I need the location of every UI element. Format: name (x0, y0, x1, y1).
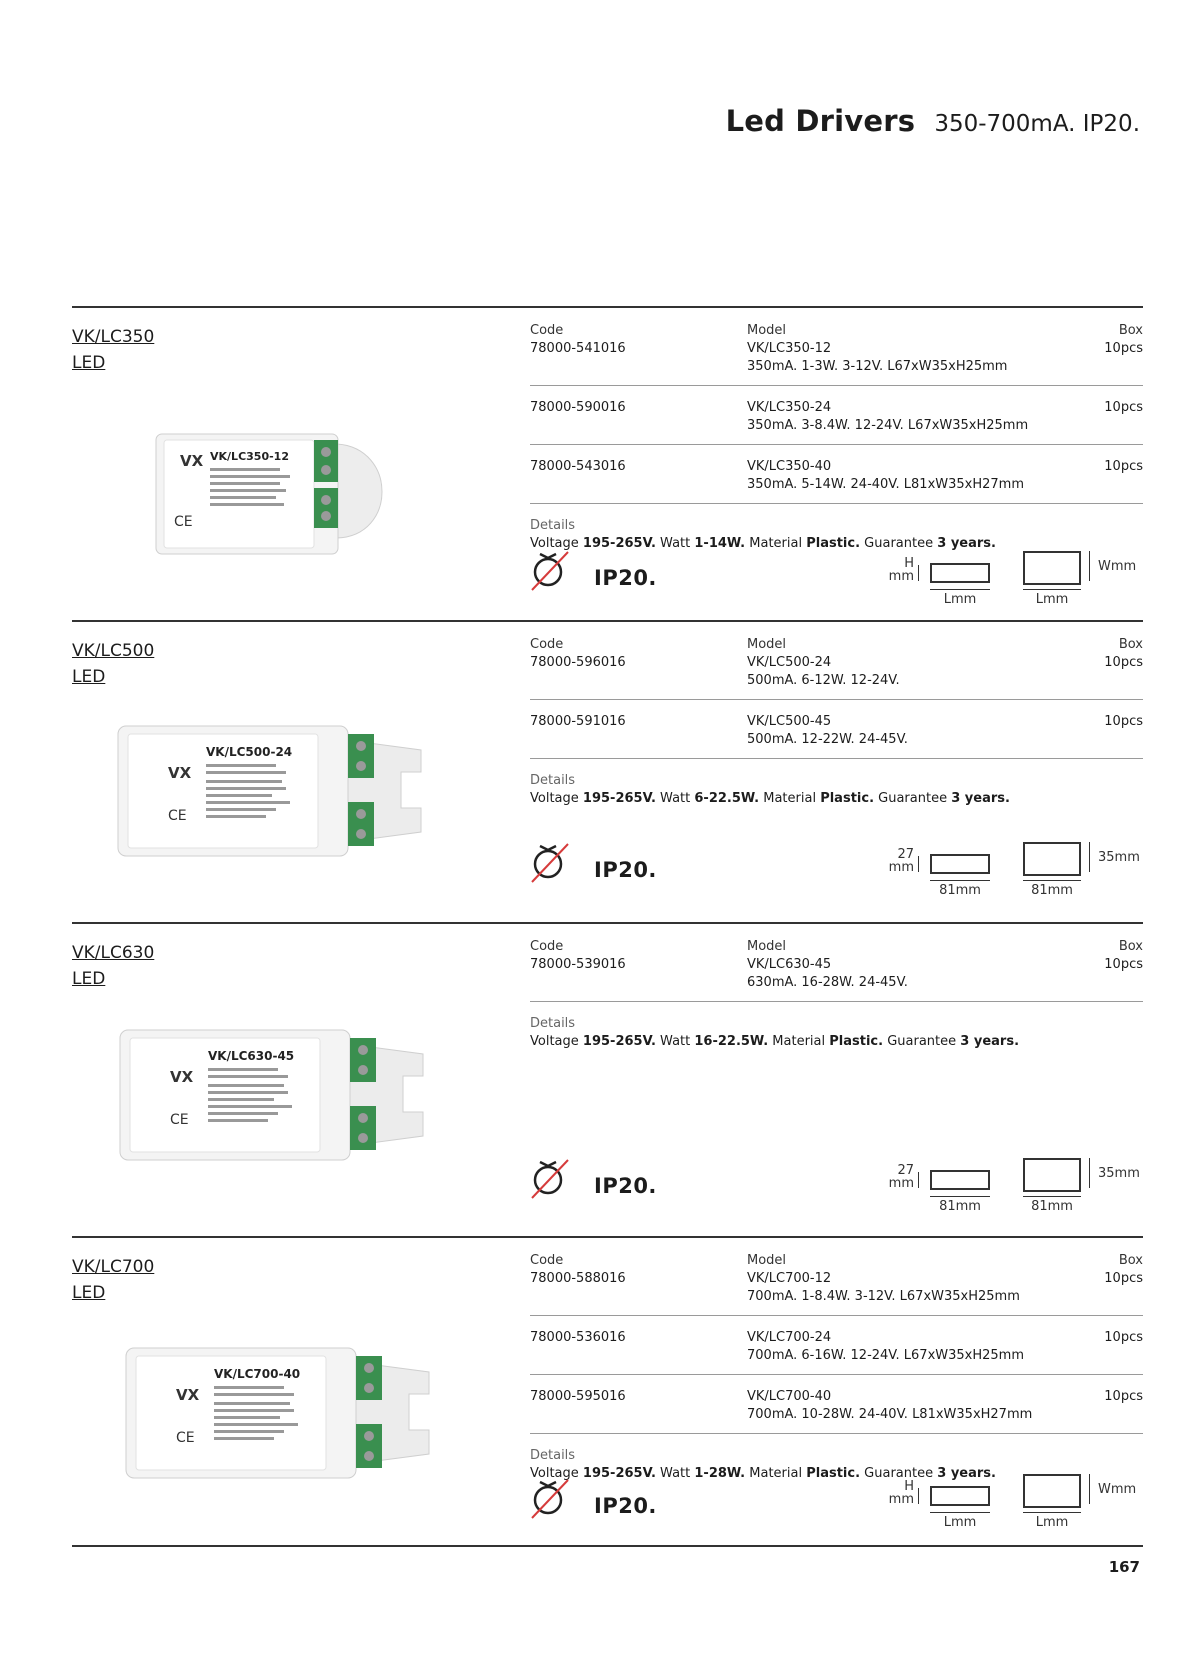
code-value: 78000-536016 (530, 1330, 626, 1345)
box-value: 10pcs (1104, 1330, 1143, 1345)
section-name (72, 324, 154, 376)
model-value: VK/LC630-45 (747, 957, 832, 972)
box-label: Box (1118, 939, 1143, 954)
dimension-diagram (880, 1474, 1150, 1534)
section-name (72, 940, 154, 992)
details-block: Details Voltage 195-265V. Watt 1-14W. Material Plastic. Guarantee 3 years. (530, 517, 1143, 553)
model-label: Model (747, 637, 787, 652)
spec-value: 700mA. 10-28W. 24-40V. L81xW35xH27mm (747, 1407, 1033, 1422)
code-label: Code (530, 1253, 564, 1268)
product-image (118, 1024, 438, 1164)
clock-strike-icon (530, 548, 570, 592)
box-value: 10pcs (1104, 714, 1143, 729)
table-row (530, 1388, 1143, 1434)
svg-text:CE: CE (174, 514, 193, 530)
code-value: 78000-595016 (530, 1389, 626, 1404)
width-label: Wmm (1098, 559, 1137, 574)
model-value: VK/LC500-24 (747, 655, 832, 670)
clock-strike-icon (530, 1476, 570, 1520)
length-label: 81mm (939, 883, 981, 898)
model-value: VK/LC350-12 (747, 341, 832, 356)
model-label: Model (747, 939, 787, 954)
length-label: 81mm (1031, 883, 1073, 898)
product-image (152, 426, 392, 566)
product-section-lc500 (72, 620, 1143, 922)
model-value: VK/LC350-24 (747, 400, 832, 415)
details-label: Details (530, 1448, 576, 1463)
height-label: H mm (888, 1479, 914, 1507)
details-block: Details Voltage 195-265V. Watt 1-28W. Material Plastic. Guarantee 3 years. (530, 1447, 1143, 1483)
width-label: Wmm (1098, 1482, 1137, 1497)
code-value: 78000-541016 (530, 341, 626, 356)
product-section-lc700 (72, 1236, 1143, 1544)
box-value: 10pcs (1104, 957, 1143, 972)
dimension-diagram (880, 551, 1150, 611)
spec-value: 700mA. 6-16W. 12-24V. L67xW35xH25mm (747, 1348, 1025, 1363)
spec-value: 630mA. 16-28W. 24-45V. (747, 975, 908, 990)
length-label: Lmm (1035, 592, 1069, 607)
type-link[interactable]: LED (72, 353, 106, 373)
box-value: 10pcs (1104, 400, 1143, 415)
model-value: VK/LC350-40 (747, 459, 832, 474)
details-block: Details Voltage 195-265V. Watt 6-22.5W. Material Plastic. Guarantee 3 years. (530, 772, 1143, 808)
svg-text:VX: VX (168, 764, 192, 782)
code-value: 78000-596016 (530, 655, 626, 670)
box-value: 10pcs (1104, 459, 1143, 474)
bottom-rule (72, 1545, 1143, 1547)
code-label: Code (530, 939, 564, 954)
spec-table (530, 1252, 1143, 1483)
svg-text:VX: VX (170, 1068, 194, 1086)
model-label: Model (747, 323, 787, 338)
svg-text:CE: CE (176, 1430, 195, 1446)
width-label: 35mm (1098, 850, 1140, 865)
section-name (72, 1254, 154, 1306)
length-label: 81mm (1031, 1199, 1073, 1214)
details-block: Details Voltage 195-265V. Watt 16-22.5W. Material Plastic. Guarantee 3 years. (530, 1015, 1143, 1051)
page-subtitle: 350-700mA. IP20. (934, 111, 1140, 137)
table-row (530, 322, 1143, 386)
section-name (72, 638, 154, 690)
type-link[interactable]: LED (72, 969, 106, 989)
page-number: 167 (1108, 1558, 1140, 1576)
details-label: Details (530, 773, 576, 788)
length-label: Lmm (1035, 1515, 1069, 1530)
model-value: VK/LC700-40 (747, 1389, 832, 1404)
model-value: VK/LC700-24 (747, 1330, 832, 1345)
device-label: VK/LC500-24 (206, 745, 293, 759)
model-value: VK/LC700-12 (747, 1271, 832, 1286)
ip-text: IP20. (594, 1494, 657, 1518)
product-image (116, 720, 436, 860)
code-value: 78000-590016 (530, 400, 626, 415)
svg-text:CE: CE (170, 1112, 189, 1128)
code-value: 78000-543016 (530, 459, 626, 474)
code-value: 78000-588016 (530, 1271, 626, 1286)
spec-table (530, 322, 1143, 553)
height-label: 27 mm (888, 1163, 914, 1191)
table-row (530, 1252, 1143, 1316)
page-title: Led Drivers (725, 104, 916, 138)
width-label: 35mm (1098, 1166, 1140, 1181)
spec-value: 350mA. 5-14W. 24-40V. L81xW35xH27mm (747, 477, 1025, 492)
type-link[interactable]: LED (72, 667, 106, 687)
spec-value: 500mA. 6-12W. 12-24V. (747, 673, 900, 688)
product-section-lc350 (72, 306, 1143, 620)
dimension-diagram (880, 842, 1150, 902)
model-label: Model (747, 1253, 787, 1268)
code-value: 78000-539016 (530, 957, 626, 972)
spec-value: 500mA. 12-22W. 24-45V. (747, 732, 908, 747)
box-label: Box (1118, 323, 1143, 338)
table-row (530, 1329, 1143, 1375)
device-label: VK/LC630-45 (208, 1049, 295, 1063)
product-image (124, 1342, 444, 1482)
table-row (530, 636, 1143, 700)
spec-value: 700mA. 1-8.4W. 3-12V. L67xW35xH25mm (747, 1289, 1020, 1304)
table-row (530, 399, 1143, 445)
code-value: 78000-591016 (530, 714, 626, 729)
length-label: Lmm (943, 592, 977, 607)
series-link[interactable]: VK/LC700 (72, 1257, 155, 1277)
device-label: VK/LC350-12 (210, 450, 289, 463)
device-label: VK/LC700-40 (214, 1367, 301, 1381)
box-value: 10pcs (1104, 655, 1143, 670)
spec-table (530, 938, 1143, 1051)
model-value: VK/LC500-45 (747, 714, 832, 729)
length-label: Lmm (943, 1515, 977, 1530)
height-label: H mm (888, 556, 914, 584)
product-section-lc630 (72, 922, 1143, 1236)
table-row (530, 458, 1143, 504)
ip-text: IP20. (594, 1174, 657, 1198)
box-label: Box (1118, 637, 1143, 652)
svg-text:CE: CE (168, 808, 187, 824)
page-header (726, 104, 1140, 138)
box-value: 10pcs (1104, 1389, 1143, 1404)
length-label: 81mm (939, 1199, 981, 1214)
spec-value: 350mA. 1-3W. 3-12V. L67xW35xH25mm (747, 359, 1008, 374)
clock-strike-icon (530, 1156, 570, 1200)
ip-text: IP20. (594, 858, 657, 882)
code-label: Code (530, 637, 564, 652)
spec-table (530, 636, 1143, 808)
ip-text: IP20. (594, 566, 657, 590)
table-row (530, 713, 1143, 759)
spec-value: 350mA. 3-8.4W. 12-24V. L67xW35xH25mm (747, 418, 1029, 433)
type-link[interactable]: LED (72, 1283, 106, 1303)
svg-text:VX: VX (180, 452, 204, 470)
box-label: Box (1118, 1253, 1143, 1268)
box-value: 10pcs (1104, 341, 1143, 356)
series-link[interactable]: VK/LC630 (72, 943, 155, 963)
box-value: 10pcs (1104, 1271, 1143, 1286)
code-label: Code (530, 323, 564, 338)
svg-text:VX: VX (176, 1386, 200, 1404)
series-link[interactable]: VK/LC500 (72, 641, 155, 661)
clock-strike-icon (530, 840, 570, 884)
dimension-diagram (880, 1158, 1150, 1218)
table-row (530, 938, 1143, 1002)
details-label: Details (530, 1016, 576, 1031)
series-link[interactable]: VK/LC350 (72, 327, 155, 347)
height-label: 27 mm (888, 847, 914, 875)
details-label: Details (530, 518, 576, 533)
